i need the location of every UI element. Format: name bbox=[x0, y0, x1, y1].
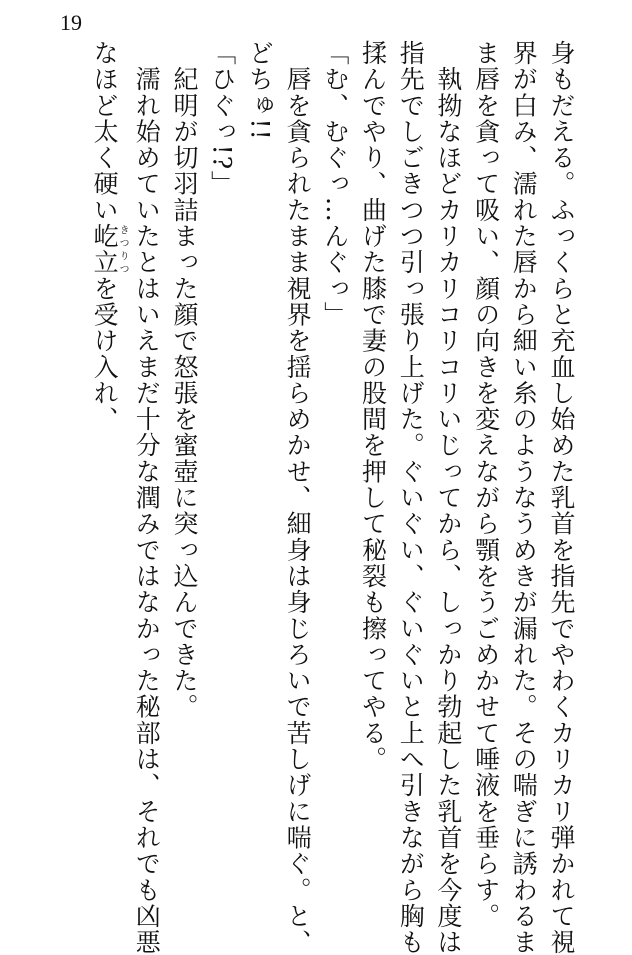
text-segment: なほど太く硬い bbox=[90, 40, 120, 224]
text-line: 「ひぐっ!?」 bbox=[207, 40, 237, 197]
text-line: 指先でしごきつつ引っ張り上げた。ぐいぐい、ぐいぐいと上へ引きながら胸も bbox=[396, 40, 426, 955]
text-line: 執拗なほどカリカリコリコリいじってから、しっかり勃起した乳首を今度は bbox=[433, 40, 463, 955]
ruby-base: 屹立 bbox=[90, 223, 120, 276]
text-line: 紀明が切羽詰まった顔で怒張を蜜壺に突っ込んできた。 bbox=[169, 40, 199, 720]
text-line: 唇を貪られたまま視界を揺らめかせ、細身は身じろいで苦しげに喘ぐ。と、 bbox=[283, 40, 313, 955]
text-line: 「む、むぐっ…んぐっ」 bbox=[320, 40, 350, 328]
ruby-reading: きつりつ bbox=[117, 223, 129, 276]
page-number: 19 bbox=[60, 10, 82, 35]
text-line-with-ruby bbox=[85, 40, 127, 840]
text-line: 揉んでやり、曲げた膝で妻の股間を押して秘裂も擦ってやる。 bbox=[358, 40, 388, 773]
text-line: 濡れ始めていたとはいえまだ十分な潤みではなかった秘部は、それでも凶悪 bbox=[132, 40, 162, 955]
ruby-annotation bbox=[90, 223, 129, 276]
text-segment: を受け入れ、 bbox=[90, 275, 120, 433]
text-line: 身もだえる。ふっくらと充血し始めた乳首を指先でやわくカリカリ弾かれて視 bbox=[547, 40, 576, 955]
text-line: ま唇を貪って吸い、顔の向きを変えながら顎をうごめかせて唾液を垂らす。 bbox=[471, 40, 501, 930]
text-line: 界が白み、濡れた唇から細い糸のようなうめきが漏れた。その喘ぎに誘わるま bbox=[509, 40, 539, 955]
text-line: どちゅ!! bbox=[245, 40, 275, 141]
body-text bbox=[85, 40, 580, 955]
